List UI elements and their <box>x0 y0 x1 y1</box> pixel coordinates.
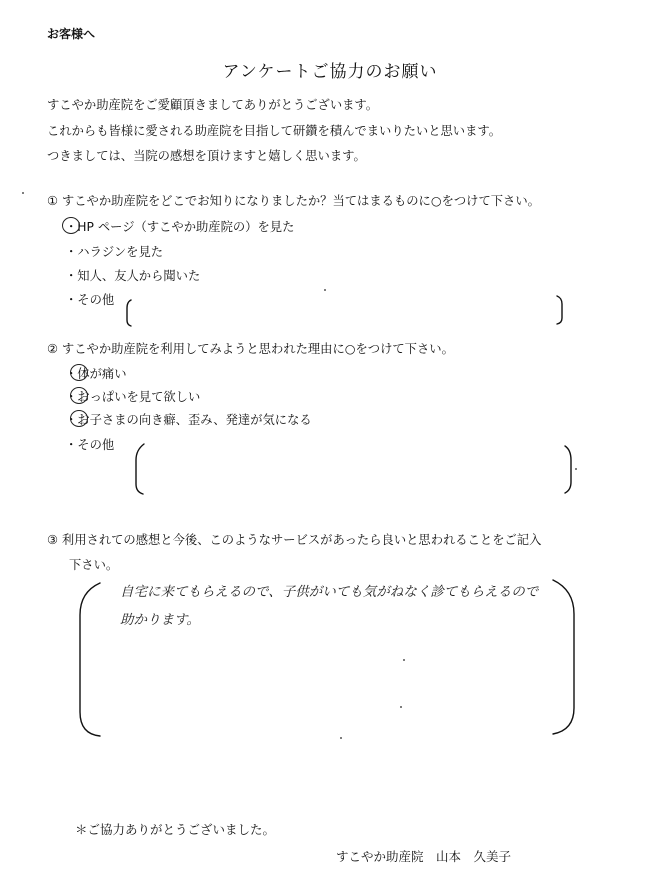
question-3: ③ 利用されての感想と今後、このようなサービスがあったら良いと思われることをご記入 <box>47 533 542 547</box>
q1-option-magazine: ・ハラジンを見た <box>65 245 164 259</box>
signature: すこやか助産院 山本 久美子 <box>336 849 512 864</box>
addressee: お客様へ <box>47 27 96 41</box>
q2-option-body-pain: ・体が痛い <box>65 367 127 381</box>
intro-line-1: すこやか助産院をご愛顧頂きましてありがとうございます。 <box>47 98 379 112</box>
page-title: アンケートご協力のお願い <box>222 62 438 82</box>
scan-speck <box>400 706 402 708</box>
q1-option-other: ・その他 <box>65 293 115 307</box>
handwritten-answer-line-1: 自宅に来てもらえるので、子供がいても気がねなく診てもらえるので <box>120 584 539 600</box>
scan-speck <box>22 192 24 194</box>
scan-speck <box>403 659 405 661</box>
q2-option-breast: ・おっぱいを見て欲しい <box>65 390 201 404</box>
scan-speck <box>324 289 326 291</box>
thanks-message: ＊ご協力ありがとうございました。 <box>75 822 276 837</box>
q1-option-hp: ・HP ページ（すこやか助産院の）を見た <box>65 220 295 234</box>
q2-option-child-development: ・お子さまの向き癖、歪み、発達が気になる <box>65 413 312 427</box>
intro-line-2: これからも皆様に愛される助産院を目指して研鑽を積んでまいりたいと思います。 <box>47 124 502 138</box>
handwritten-answer-line-2: 助かります。 <box>120 612 200 628</box>
question-2: ② すこやか助産院を利用してみようと思われた理由に○をつけて下さい。 <box>47 342 454 356</box>
scan-speck <box>575 468 577 470</box>
scan-speck <box>340 737 342 739</box>
q1-option-friend: ・知人、友人から聞いた <box>65 269 201 283</box>
question-1: ① すこやか助産院をどこでお知りになりましたか？当てはまるものに○をつけて下さい。 <box>47 194 540 208</box>
intro-line-3: つきましては、当院の感想を頂けますと嬉しく思います。 <box>47 149 366 163</box>
question-3-cont: 下さい。 <box>69 558 119 572</box>
q2-option-other: ・その他 <box>65 438 115 452</box>
